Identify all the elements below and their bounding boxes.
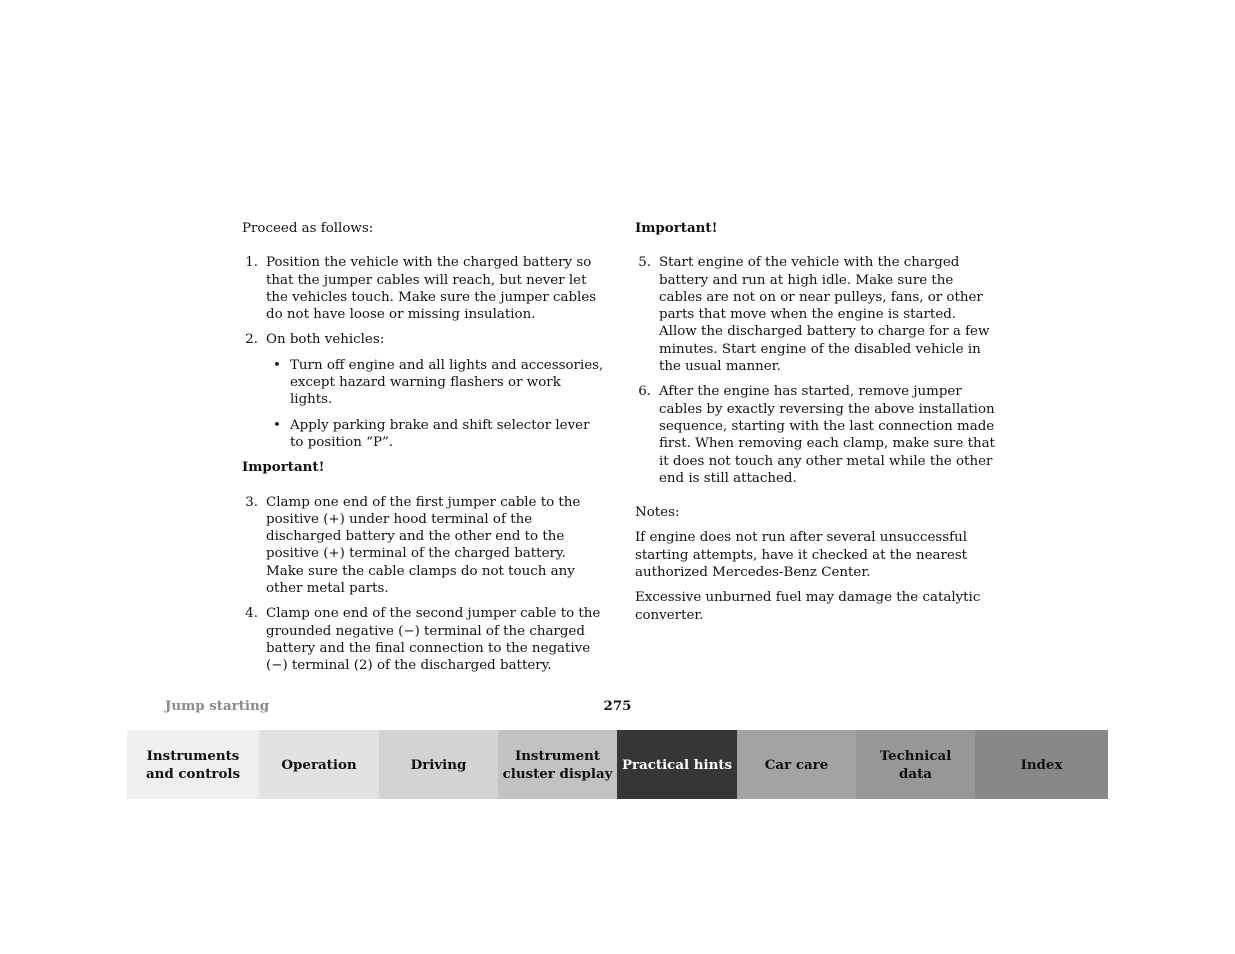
- bullet-icon: •: [273, 417, 281, 433]
- step-1: [242, 254, 607, 323]
- intro-text: Proceed as follows:: [242, 221, 374, 236]
- step-number: 2.: [245, 332, 258, 348]
- note-text: Excessive unburned fuel may damage the catalytic converter.: [635, 590, 981, 623]
- tab-instrument-cluster-display[interactable]: [498, 730, 617, 799]
- important-heading: Important!: [635, 220, 718, 236]
- tab-label: Car care: [764, 756, 829, 773]
- bullet-text: Turn off engine and all lights and accessories, except hazard warning flashers or work lights.: [290, 357, 604, 408]
- bullet-icon: •: [273, 357, 281, 373]
- tab-car-care[interactable]: [737, 730, 856, 799]
- section-nav-bar: [127, 730, 1108, 799]
- bullet-text: Apply parking brake and shift selector lever to position “P”.: [290, 417, 590, 450]
- step-number: 3.: [245, 494, 258, 510]
- step-number: 6.: [638, 384, 651, 400]
- left-column: [242, 220, 607, 683]
- bullet-item: [242, 357, 607, 409]
- notes-heading: Notes:: [635, 505, 680, 521]
- tab-label: Operation: [281, 756, 357, 773]
- section-title: Jump starting: [165, 698, 270, 714]
- step-2: [242, 331, 607, 348]
- step-number: 5.: [638, 255, 651, 271]
- bullet-item: [242, 417, 607, 452]
- tab-technical-data[interactable]: [856, 730, 975, 799]
- step-number: 1.: [245, 255, 258, 271]
- tab-label: Instruments and controls: [145, 747, 241, 782]
- tab-practical-hints[interactable]: [617, 730, 737, 799]
- step-text: Clamp one end of the second jumper cable to the grounded negative (−) terminal of the charged battery and the final connection to the negative (−) terminal (2) of the discharged battery.: [266, 606, 601, 674]
- right-column: [635, 220, 995, 632]
- tab-operation[interactable]: [259, 730, 379, 799]
- tab-label: Driving: [410, 756, 467, 773]
- tab-label: Technical data: [879, 747, 952, 782]
- tab-index[interactable]: [975, 730, 1108, 799]
- tab-label: Practical hints: [621, 756, 733, 773]
- page-number: 275: [603, 698, 632, 714]
- step-6: [635, 383, 995, 487]
- step-number: 4.: [245, 606, 258, 622]
- step-5: [635, 254, 995, 375]
- step-3: [242, 494, 607, 598]
- tab-label: Instrument cluster display: [502, 747, 613, 782]
- step-text: On both vehicles:: [266, 332, 385, 348]
- tab-label: Index: [1020, 756, 1063, 773]
- tab-driving[interactable]: [379, 730, 498, 799]
- step-text: Clamp one end of the first jumper cable to the positive (+) under hood terminal of the discharged battery and the other end to the positive (+) terminal of the charged battery. Make sure the cable clamps do not touch any other metal parts.: [266, 494, 581, 597]
- important-heading: Important!: [242, 459, 325, 476]
- step-text: Position the vehicle with the charged battery so that the jumper cables will reach, but never let the vehicles touch. Make sure the jumper cables do not have loose or missing insulation.: [266, 255, 597, 323]
- step-text: Start engine of the vehicle with the charged battery and run at high idle. Make sure the cables are not on or near pulleys, fans, or other parts that move when the engine is started. Allow the discharged battery to charge for a few minutes. Start engine of the disabled vehicle in the usual manner.: [659, 255, 990, 375]
- step-4: [242, 605, 607, 674]
- tab-instruments-and-controls[interactable]: [127, 730, 259, 799]
- note-text: If engine does not run after several unsuccessful starting attempts, have it checked at the nearest authorized Mercedes-Benz Center.: [635, 530, 968, 581]
- step-text: After the engine has started, remove jumper cables by exactly reversing the above installation sequence, starting with the last connection made first. When removing each clamp, make sure that it does not touch any other metal while the other end is still attached.: [659, 384, 995, 486]
